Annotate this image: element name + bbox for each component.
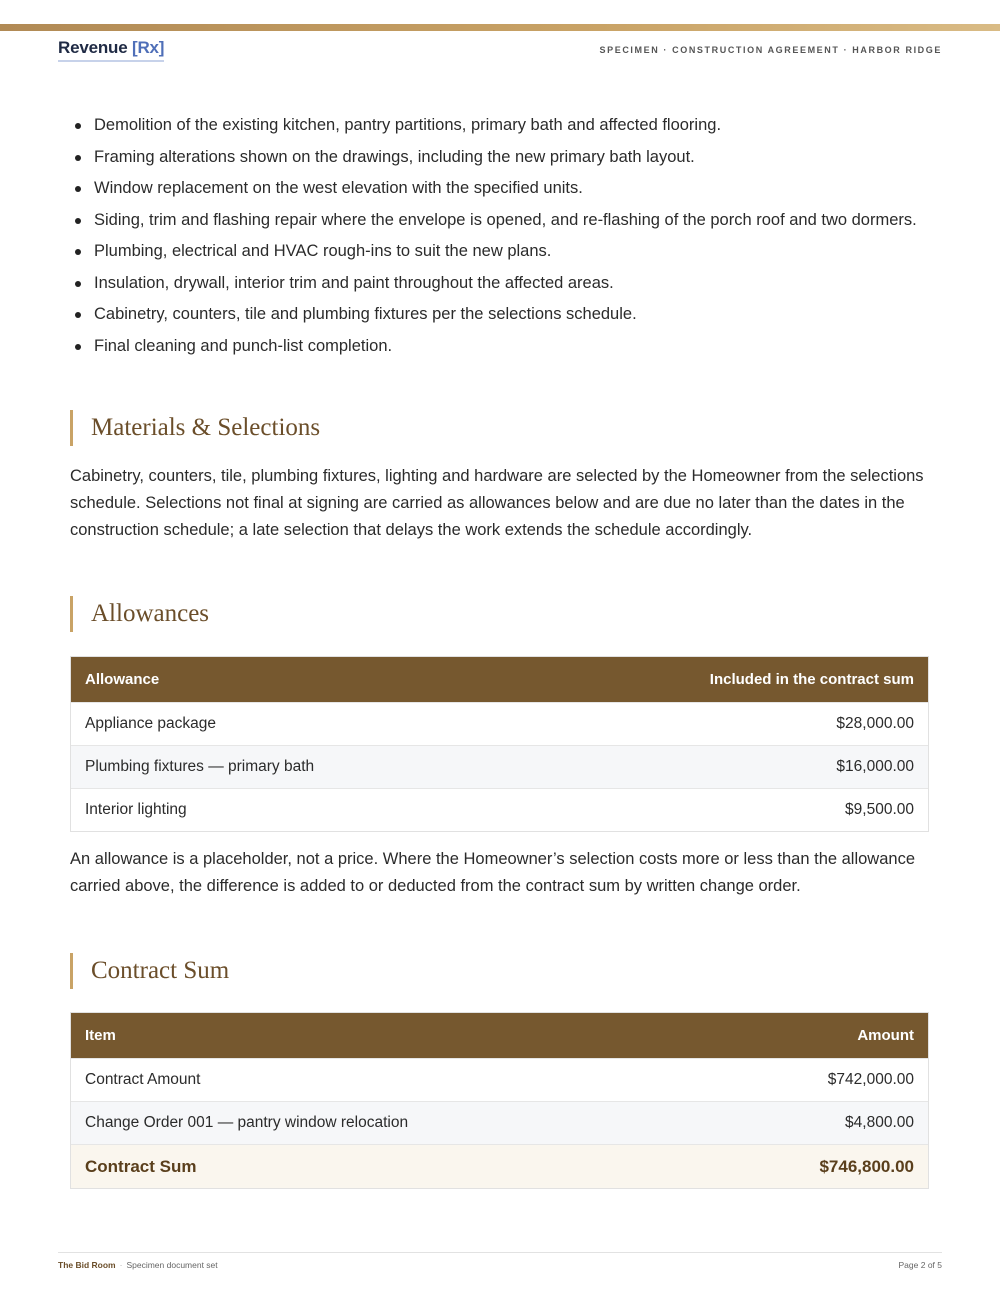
footer-brand: The Bid Room · Specimen document set — [58, 1260, 218, 1270]
footer-brand-name: The Bid Room — [58, 1260, 116, 1270]
bullet-icon — [75, 186, 81, 192]
allowance-item: Appliance package — [85, 715, 216, 732]
contract-amount: $4,800.00 — [845, 1114, 914, 1131]
page-number: Page 2 of 5 — [898, 1260, 942, 1270]
list-item: Window replacement on the west elevation with the specified units. — [70, 175, 930, 202]
bullet-icon — [75, 155, 81, 161]
table-header — [71, 1013, 928, 1058]
list-item: Plumbing, electrical and HVAC rough-ins to suit the new plans. — [70, 238, 930, 265]
document-meta: SPECIMEN · CONSTRUCTION AGREEMENT · HARBOR RIDGE — [599, 45, 942, 55]
total-row — [71, 1144, 928, 1188]
table-row — [71, 788, 928, 831]
scope-bullet-list — [70, 112, 930, 364]
contract-item: Contract Amount — [85, 1071, 201, 1088]
list-item: Insulation, drywall, interior trim and paint throughout the affected areas. — [70, 270, 930, 297]
bullet-icon — [75, 344, 81, 350]
allowances-heading: Allowances — [70, 596, 209, 632]
total-amount: $746,800.00 — [819, 1156, 914, 1176]
column-header-amount: Amount — [857, 1027, 914, 1044]
table-row — [71, 745, 928, 788]
table-row — [71, 1101, 928, 1144]
table-row — [71, 1058, 928, 1101]
footer-subtitle: Specimen document set — [126, 1260, 218, 1270]
table-header — [71, 657, 928, 702]
materials-paragraph: Cabinetry, counters, tile, plumbing fixtures, lighting and hardware are selected by the Homeowner from the selections schedule. Selections not final at signing are carried as allowances below and are due no later than the dates in the construction schedule; a late selection that delays the work extends the schedule accordingly. — [70, 467, 924, 539]
bullet-icon — [75, 312, 81, 318]
allowance-item: Interior lighting — [85, 801, 187, 818]
column-header-item: Item — [85, 1027, 116, 1044]
allowance-amount: $16,000.00 — [836, 758, 914, 775]
contract-amount: $742,000.00 — [827, 1071, 914, 1088]
top-accent-bar — [0, 24, 1000, 31]
bullet-icon — [75, 123, 81, 129]
contract-item: Change Order 001 — pantry window relocation — [85, 1114, 409, 1131]
bullet-icon — [75, 218, 81, 224]
footer-divider — [58, 1252, 942, 1253]
allowance-item: Plumbing fixtures — primary bath — [85, 758, 315, 775]
bullet-icon — [75, 281, 81, 287]
allowance-amount: $9,500.00 — [845, 801, 914, 818]
page-header — [58, 36, 942, 66]
column-header-allowance: Allowance — [85, 671, 160, 688]
allowances-table — [70, 656, 929, 832]
table-row — [71, 702, 928, 745]
allowance-amount: $28,000.00 — [836, 715, 914, 732]
list-item: Final cleaning and punch-list completion. — [70, 333, 930, 360]
materials-heading: Materials & Selections — [70, 410, 320, 446]
list-item: Cabinetry, counters, tile and plumbing fixtures per the selections schedule. — [70, 301, 930, 328]
contract-sum-table — [70, 1012, 929, 1189]
revenue-rx-logo: Revenue [Rx] — [58, 38, 164, 62]
list-item: Siding, trim and flashing repair where the envelope is opened, and re-flashing of the porch roof and two dormers. — [70, 207, 930, 234]
total-label: Contract Sum — [85, 1156, 197, 1176]
contract-sum-heading: Contract Sum — [70, 953, 229, 989]
bullet-icon — [75, 249, 81, 255]
list-item: Demolition of the existing kitchen, pantry partitions, primary bath and affected flooring. — [70, 112, 930, 139]
list-item: Framing alterations shown on the drawings, including the new primary bath layout. — [70, 144, 930, 171]
allowance-note: An allowance is a placeholder, not a price. Where the Homeowner’s selection costs more or less than the allowance carried above, the difference is added to or deducted from the contract sum by written change order. — [70, 850, 916, 895]
column-header-included: Included in the contract sum — [709, 671, 914, 688]
